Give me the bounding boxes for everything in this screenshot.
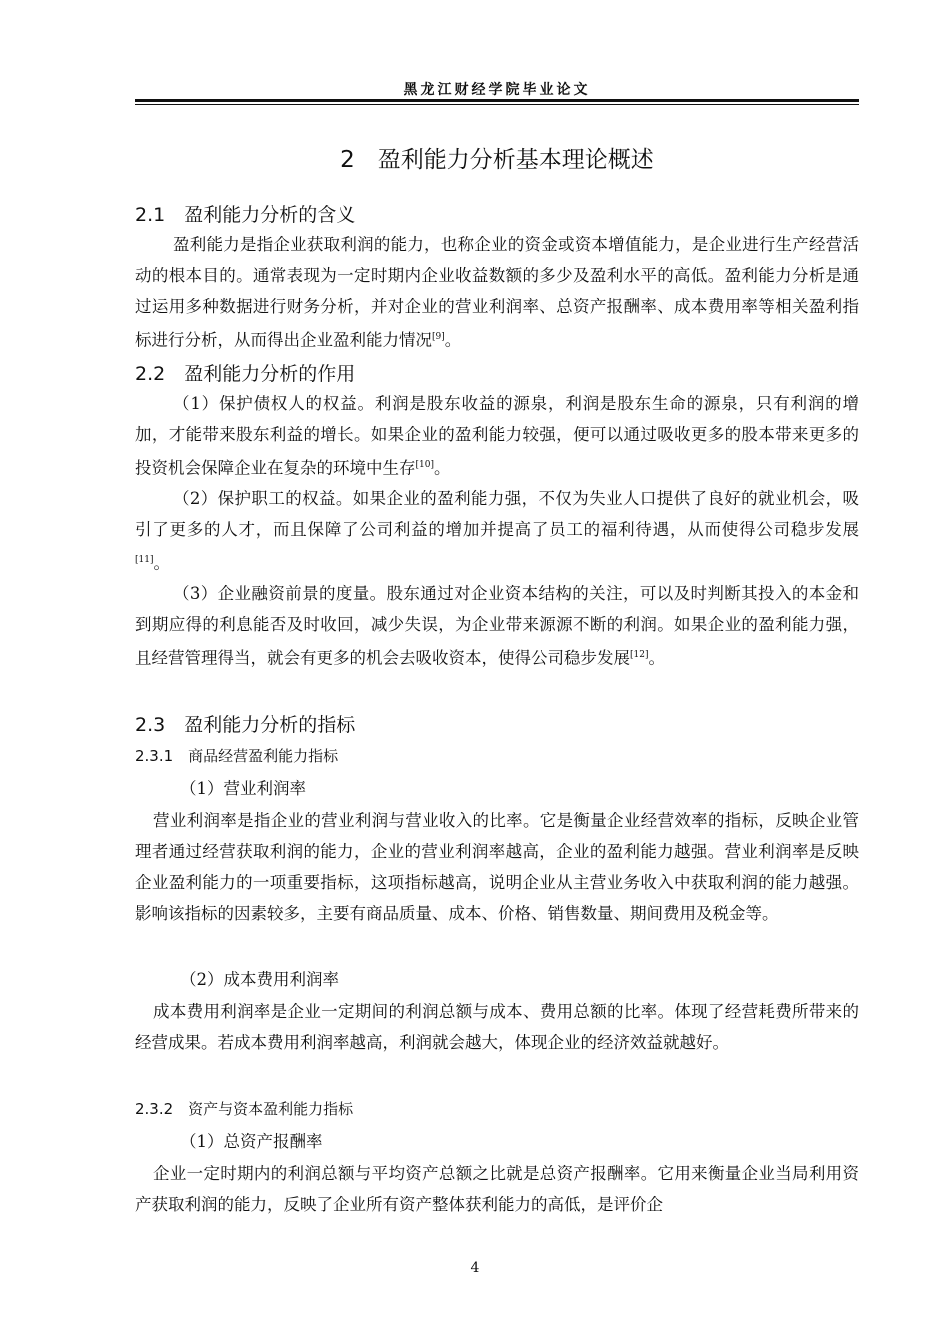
item-total-asset-return: （1）总资产报酬率 <box>180 1132 323 1151</box>
section-2-1-paragraph: 盈利能力是指企业获取利润的能力，也称企业的资金或资本增值能力，是企业进行生产经营活动的根本目的。通常表现为一定时期内企业收益数额的多少及盈利水平的高低。盈利能力分析是通过运用多种数据进行财务分析，并对企业的营业利润率、总资产报酬率、成本费用率等相关盈利指标进行分析，从而得出企业盈利能力情况[9]。 <box>135 235 859 350</box>
page-number: 4 <box>470 1260 480 1276</box>
cost-expense-profit-rate-paragraph: 成本费用利润率是企业一定期间的利润总额与成本、费用总额的比率。体现了经营耗费所带来的经营成果。若成本费用利润率越高，利润就会越大，体现企业的经济效益就越好。 <box>135 1002 859 1052</box>
section-2-2-paragraph-2: （2）保护职工的权益。如果企业的盈利能力强，不仅为失业人口提供了良好的就业机会，吸引了更多的人才，而且保障了公司利益的增加并提高了员工的福利待遇，从而使得公司稳步发展[11]。 <box>135 489 859 573</box>
section-2-3-heading: 2.3 盈利能力分析的指标 <box>135 714 356 736</box>
total-asset-return-paragraph: 企业一定时期内的利润总额与平均资产总额之比就是总资产报酬率。它用来衡量企业当局利用资产获取利润的能力，反映了企业所有资产整体获利能力的高低，是评价企 <box>135 1164 859 1214</box>
section-2-3-2-heading: 2.3.2 资产与资本盈利能力指标 <box>135 1100 354 1118</box>
header-rule-thick <box>135 99 859 102</box>
section-2-3-1-heading: 2.3.1 商品经营盈利能力指标 <box>135 747 339 765</box>
header-rule-thin <box>135 104 859 105</box>
section-2-2-heading: 2.2 盈利能力分析的作用 <box>135 363 356 385</box>
page-header-title: 黑龙江财经学院毕业论文 <box>403 82 591 98</box>
section-2-2-paragraph-3: （3）企业融资前景的度量。股东通过对企业资本结构的关注，可以及时判断其投入的本金和到期应得的利息能否及时收回，减少失误，为企业带来源源不断的利润。如果企业的盈利能力强，且经营管理得当，就会有更多的机会去吸收资本，使得公司稳步发展[12]。 <box>135 584 859 668</box>
chapter-title: 2 盈利能力分析基本理论概述 <box>340 147 654 173</box>
section-2-1-heading: 2.1 盈利能力分析的含义 <box>135 204 356 226</box>
item-operating-profit-margin: （1）营业利润率 <box>180 779 306 798</box>
section-2-2-paragraph-1: （1）保护债权人的权益。利润是股东收益的源泉，利润是股东生命的源泉，只有利润的增加，才能带来股东利益的增长。如果企业的盈利能力较强，便可以通过吸收更多的股本带来更多的投资机会保障企业在复杂的环境中生存[10]。 <box>135 394 859 478</box>
item-cost-expense-profit-rate: （2）成本费用利润率 <box>180 970 339 989</box>
operating-profit-margin-paragraph: 营业利润率是指企业的营业利润与营业收入的比率。它是衡量企业经营效率的指标，反映企业管理者通过经营获取利润的能力，企业的营业利润率越高，企业的盈利能力越强。营业利润率是反映企业盈利能力的一项重要指标，这项指标越高，说明企业从主营业务收入中获取利润的能力越强。影响该指标的因素较多，主要有商品质量、成本、价格、销售数量、期间费用及税金等。 <box>135 811 859 923</box>
